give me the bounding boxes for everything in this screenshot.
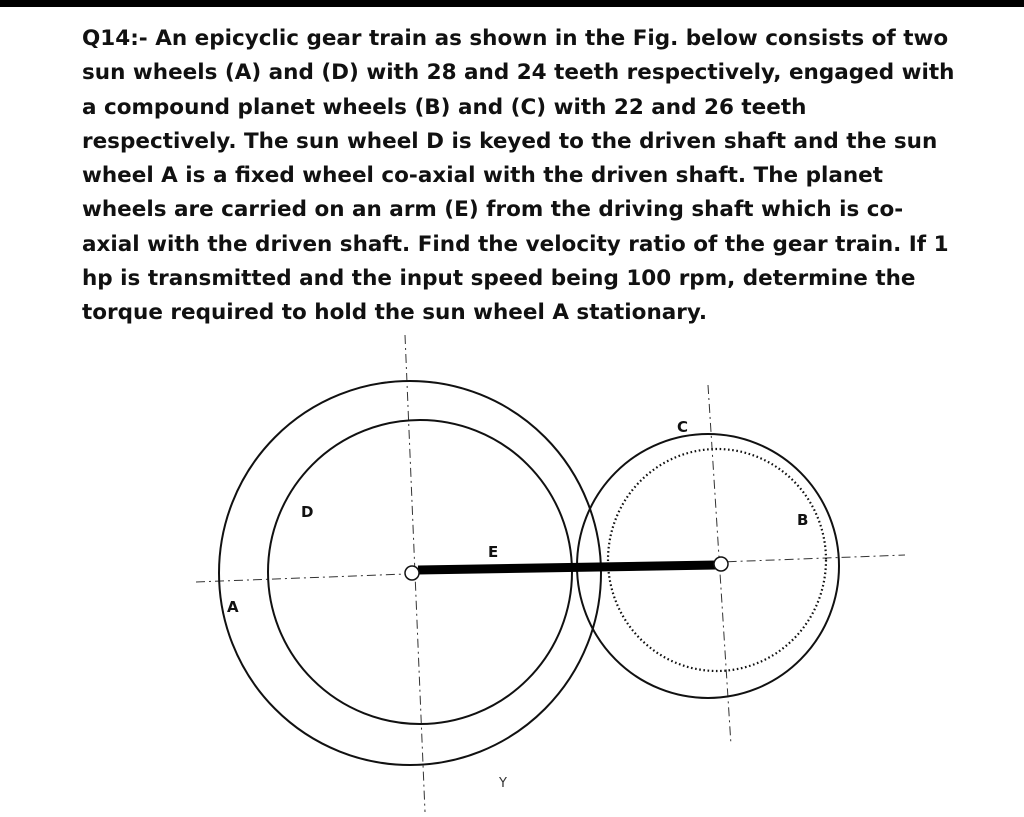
label-b: B [797, 511, 809, 529]
question-line: torque required to hold the sun wheel A stationary. [82, 300, 708, 326]
question-line: a compound planet wheels (B) and (C) with 22 and 26 teeth [82, 94, 807, 120]
sun-shaft-pivot [405, 566, 419, 580]
question-line: Q14:- An epicyclic gear train as shown in the Fig. below consists of two [82, 26, 949, 51]
question-line: sun wheels (A) and (D) with 28 and 24 teeth respectively, engaged with [82, 60, 955, 86]
question-line: respectively. The sun wheel D is keyed to the driven shaft and the sun [82, 128, 938, 154]
label-a: A [227, 598, 239, 616]
question-line: hp is transmitted and the input speed being 100 rpm, determine the [82, 266, 916, 292]
label-e: E [488, 543, 499, 561]
question-line: wheels are carried on an arm (E) from the driving shaft which is co- [82, 197, 904, 223]
label-d: D [301, 503, 314, 521]
label-c: C [677, 418, 689, 436]
stray-mark: Y [499, 776, 507, 791]
question-line: axial with the driven shaft. Find the velocity ratio of the gear train. If 1 [82, 231, 949, 257]
arm-e [418, 565, 716, 570]
question-line: wheel A is a fixed wheel co-axial with the driven shaft. The planet [82, 163, 884, 189]
planet-shaft-pivot [714, 557, 728, 571]
